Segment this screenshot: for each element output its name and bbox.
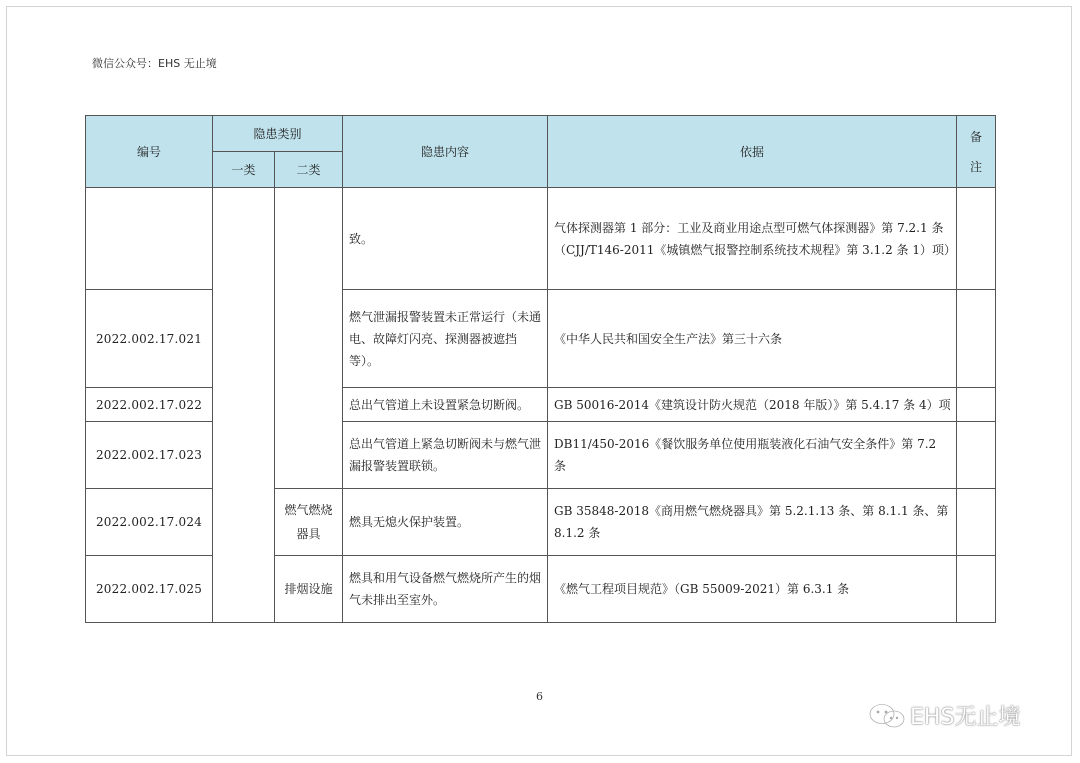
row-number: 2022.002.17.023: [86, 422, 213, 489]
row-content: 总出气管道上未设置紧急切断阀。: [343, 388, 548, 422]
table-row: [86, 188, 996, 290]
row-remark: [957, 188, 996, 290]
header-number: 编号: [86, 116, 213, 188]
row-basis: 《燃气工程项目规范》（GB 55009-2021）第 6.3.1 条: [548, 556, 957, 623]
page-number: 6: [536, 690, 543, 703]
wechat-icon: [868, 702, 906, 730]
row-number: 2022.002.17.021: [86, 290, 213, 388]
cat1-cell: [213, 188, 275, 623]
row-basis: DB11/450-2016《餐饮服务单位使用瓶装液化石油气安全条件》第 7.2 条: [548, 422, 957, 489]
row-remark: [957, 489, 996, 556]
header-remark-1: 备: [970, 129, 983, 144]
cat2-cell: [275, 188, 343, 489]
row-remark: [957, 290, 996, 388]
row-number: 2022.002.17.022: [86, 388, 213, 422]
row-basis: 《中华人民共和国安全生产法》第三十六条: [548, 290, 957, 388]
watermark-text: EHS无止境: [910, 705, 1021, 730]
row-content: 燃气泄漏报警装置未正常运行（未通电、故障灯闪亮、探测器被遮挡等）。: [343, 290, 548, 388]
header-cat2: 二类: [275, 152, 343, 188]
row-number: 2022.002.17.025: [86, 556, 213, 623]
header-remark: [957, 116, 996, 188]
row-content: 总出气管道上紧急切断阀未与燃气泄漏报警装置联锁。: [343, 422, 548, 489]
cat2-cell: 燃气燃烧器具: [275, 489, 343, 556]
row-basis: GB 50016-2014《建筑设计防火规范（2018 年版）》第 5.4.17 条 4）项: [548, 388, 957, 422]
row-content: 致。: [343, 188, 548, 290]
header-category: 隐患类别: [213, 116, 343, 152]
header-row: [86, 116, 996, 152]
header-basis: 依据: [548, 116, 957, 188]
row-basis: GB 35848-2018《商用燃气燃烧器具》第 5.2.1.13 条、第 8.1.1 条、第 8.1.2 条: [548, 489, 957, 556]
row-basis: 气体探测器第 1 部分：工业及商业用途点型可燃气体探测器》第 7.2.1 条（CJJ/T146-2011《城镇燃气报警控制系统技术规程》第 3.1.2 条 1）项）: [548, 188, 957, 290]
row-remark: [957, 556, 996, 623]
row-content: 燃具无熄火保护装置。: [343, 489, 548, 556]
header-cat1: 一类: [213, 152, 275, 188]
row-remark: [957, 388, 996, 422]
row-content: 燃具和用气设备燃气燃烧所产生的烟气未排出至室外。: [343, 556, 548, 623]
row-number: [86, 188, 213, 290]
row-number: 2022.002.17.024: [86, 489, 213, 556]
hazard-table: [85, 115, 996, 623]
cat2-cell: 排烟设施: [275, 556, 343, 623]
header-content: 隐患内容: [343, 116, 548, 188]
row-remark: [957, 422, 996, 489]
watermark: [868, 700, 1020, 731]
header-remark-2: 注: [970, 159, 983, 174]
header-note: 微信公众号：EHS 无止境: [92, 57, 217, 70]
